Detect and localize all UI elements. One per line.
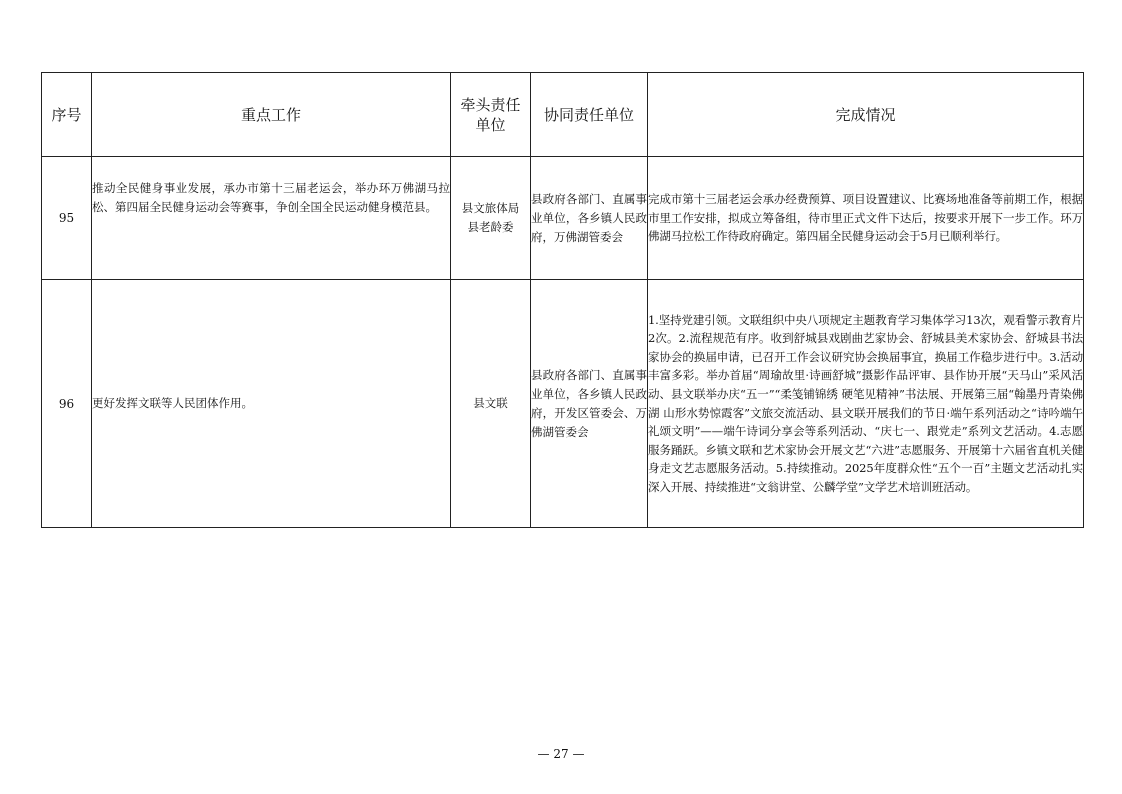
- page-number: — 27 —: [537, 747, 585, 761]
- header-lead-unit: [451, 73, 531, 157]
- header-lead-line1: 牵头责任: [460, 95, 521, 114]
- header-task: 重点工作: [92, 73, 451, 157]
- header-cooperate: 协同责任单位: [531, 73, 648, 157]
- row-lead-unit-line2: 县老龄委: [467, 220, 514, 234]
- row-number: 96: [42, 280, 92, 528]
- header-row: [42, 73, 1084, 157]
- row-cooperate-units: 县政府各部门、直属事业单位，各乡镇人民政府，开发区管委会、万佛湖管委会: [531, 280, 648, 528]
- row-cooperate-units: 县政府各部门、直属事业单位，各乡镇人民政府，万佛湖管委会: [531, 157, 648, 280]
- row-task: 推动全民健身事业发展，承办市第十三届老运会，举办环万佛湖马拉松、第四届全民健身运动会等赛事，争创全国全民运动健身模范县。: [92, 157, 451, 280]
- row-lead-unit: [451, 280, 531, 528]
- row-lead-unit-line1: 县文旅体局: [461, 201, 520, 215]
- row-status: 1.坚持党建引领。文联组织中央八项规定主题教育学习集体学习13次，观看警示教育片2次。2.流程规范有序。收到舒城县戏剧曲艺家协会、舒城县美术家协会、舒城县书法家协会的换届申请，已召开工作会议研究协会换届事宜，换届工作稳步进行中。3.活动丰富多彩。举办首届“周瑜故里·诗画舒城”摄影作品评审、县作协开展“天马山”采风活动、县文联举办庆“五一”“柔笺铺锦绣 硬笔见精神”书法展、开展第三届“翰墨丹青染佛湖 山形水势惊霞客”文旅交流活动、县文联开展我们的节日·端午系列活动之“诗吟端午 礼颂文明”——端午诗词分享会等系列活动、“庆七一、跟党走”系列文艺活动。4.志愿服务踊跃。乡镇文联和艺术家协会开展文艺“六进”志愿服务、开展第十六届省直机关健身走文艺志愿服务活动。5.持续推动。2025年度群众性“五个一百”主题文艺活动扎实深入开展、持续推进“文翁讲堂、公麟学堂”文学艺术培训班活动。: [648, 280, 1084, 528]
- table-row: [42, 280, 1084, 528]
- header-lead-line2: 单位: [475, 115, 506, 134]
- table-row: [42, 157, 1084, 280]
- row-status: 完成市第十三届老运会承办经费预算、项目设置建议、比赛场地准备等前期工作，根据市里工作安排，拟成立筹备组，待市里正式文件下达后，按要求开展下一步工作。环万佛湖马拉松工作待政府确定。第四届全民健身运动会于5月已顺利举行。: [648, 157, 1084, 280]
- header-status: 完成情况: [648, 73, 1084, 157]
- row-lead-unit: [451, 157, 531, 280]
- row-task: 更好发挥文联等人民团体作用。: [92, 280, 451, 528]
- work-table: [41, 72, 1084, 528]
- row-lead-unit-line1: 县文联: [473, 396, 508, 410]
- header-seq: 序号: [42, 73, 92, 157]
- row-number: 95: [42, 157, 92, 280]
